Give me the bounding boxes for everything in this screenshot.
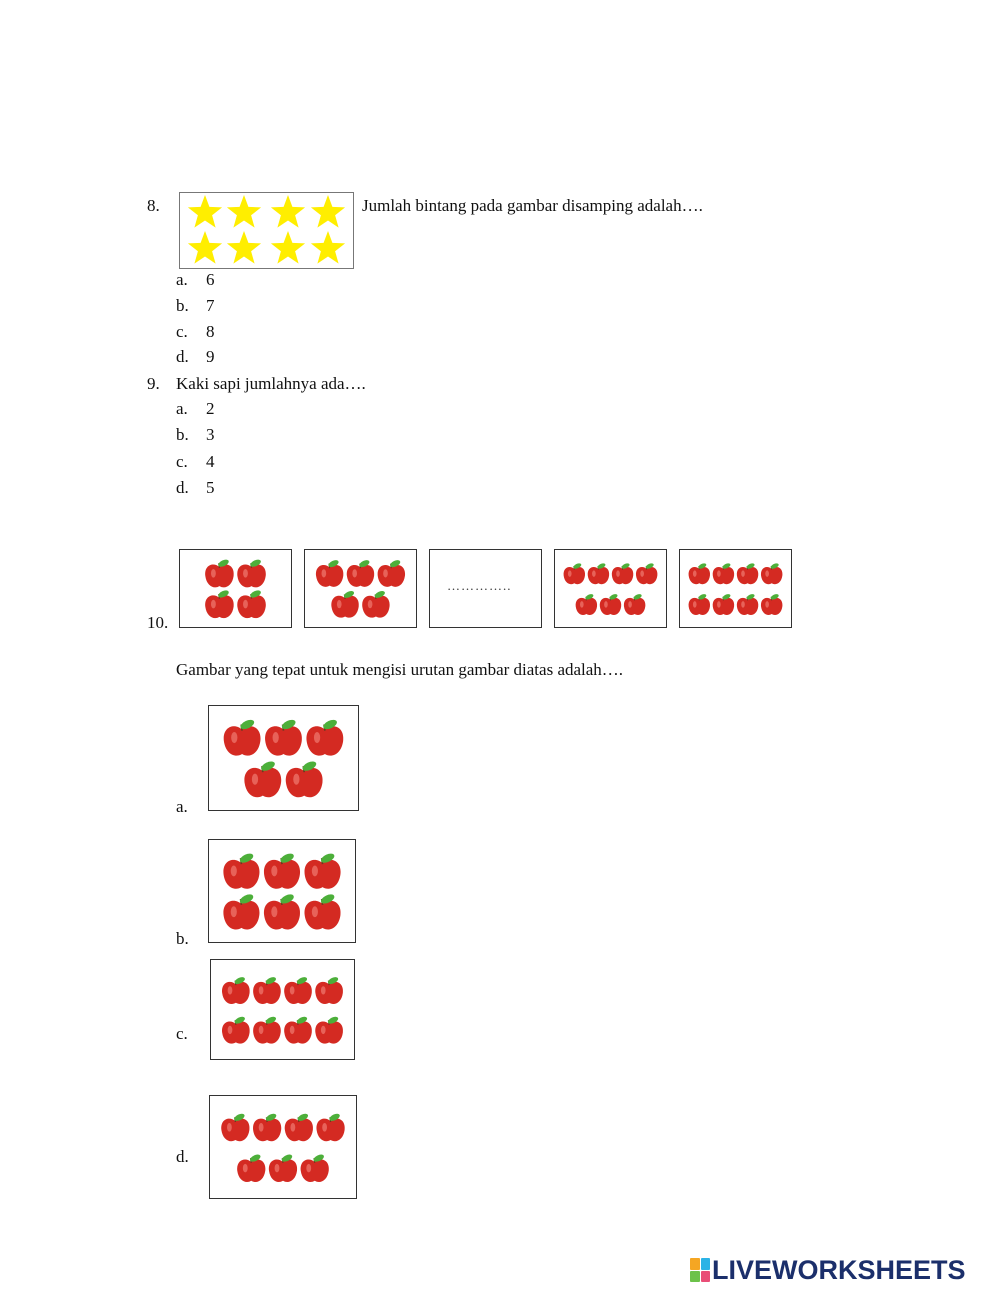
q9-option-b[interactable] <box>176 425 215 445</box>
star-icon <box>271 195 305 228</box>
option-value: 5 <box>206 478 215 497</box>
liveworksheets-logo-icon <box>690 1258 710 1282</box>
star-icon <box>227 195 261 228</box>
q8-option-c[interactable] <box>176 322 215 342</box>
apple-icon <box>713 593 734 615</box>
q10-question-text: Gambar yang tepat untuk mengisi urutan gambar diatas adalah…. <box>176 660 624 679</box>
logo-text: LIVEWORKSHEETS <box>712 1254 966 1285</box>
q9-option-c[interactable] <box>176 452 215 472</box>
star-icon <box>311 231 345 264</box>
option-value: 4 <box>206 452 215 471</box>
option-letter: b. <box>176 296 189 315</box>
option-letter: c. <box>176 322 188 341</box>
stars-graphic <box>180 193 353 268</box>
apples-graphic <box>210 1096 356 1198</box>
q9-option-a[interactable] <box>176 399 215 419</box>
q8-question-text: Jumlah bintang pada gambar disamping adalah…. <box>362 196 703 215</box>
apple-icon <box>223 893 259 930</box>
apple-icon <box>306 718 343 756</box>
apple-icon <box>737 593 758 615</box>
option-value: 9 <box>206 347 215 366</box>
sequence-box-8-apples <box>679 549 792 628</box>
apple-icon <box>331 590 358 618</box>
apple-icon <box>378 559 405 587</box>
q10-option-d-picture[interactable] <box>209 1095 357 1199</box>
apple-icon <box>761 593 782 615</box>
star-icon <box>227 231 261 264</box>
sequence-box-blank[interactable] <box>429 549 542 628</box>
star-icon <box>188 195 222 228</box>
q10-option-c-picture[interactable] <box>210 959 355 1060</box>
apple-icon <box>689 562 710 584</box>
option-value: 8 <box>206 322 215 341</box>
option-letter: b. <box>176 425 189 444</box>
q8-option-d[interactable] <box>176 347 215 367</box>
apple-icon <box>761 562 782 584</box>
sequence-box-7-apples <box>554 549 667 628</box>
option-letter: d. <box>176 347 189 366</box>
apple-icon <box>205 558 234 587</box>
apple-icon <box>253 1015 281 1043</box>
q10-option-b-picture[interactable] <box>208 839 356 943</box>
star-icon <box>311 195 345 228</box>
apple-icon <box>315 1015 343 1043</box>
apples-graphic <box>209 840 355 942</box>
apples-graphic <box>555 550 666 627</box>
q9-option-d[interactable] <box>176 478 215 498</box>
q9-question-text: Kaki sapi jumlahnya ada…. <box>176 374 366 393</box>
apple-icon <box>564 562 585 584</box>
apple-icon <box>316 559 343 587</box>
q10-number: 10. <box>147 613 169 632</box>
option-letter: a. <box>176 270 188 289</box>
q10-option-c-letter: c. <box>176 1024 188 1043</box>
apple-icon <box>285 1112 313 1141</box>
apples-graphic <box>211 960 354 1059</box>
apple-icon <box>224 718 261 756</box>
apples-graphic <box>180 550 291 627</box>
apple-icon <box>315 976 343 1004</box>
option-value: 3 <box>206 425 215 444</box>
apple-icon <box>301 1153 329 1182</box>
option-letter: c. <box>176 452 188 471</box>
apple-icon <box>362 590 389 618</box>
apple-icon <box>305 893 341 930</box>
apple-icon <box>223 852 259 889</box>
apple-icon <box>269 1153 297 1182</box>
apple-icon <box>237 1153 265 1182</box>
apple-icon <box>237 589 266 618</box>
apple-icon <box>253 976 281 1004</box>
star-icon <box>188 231 222 264</box>
apple-icon <box>588 562 609 584</box>
star-icon <box>271 231 305 264</box>
apple-icon <box>600 593 621 615</box>
q9-number: 9. <box>147 374 160 393</box>
apples-graphic <box>305 550 416 627</box>
q8-option-a[interactable] <box>176 270 215 290</box>
apple-icon <box>284 1015 312 1043</box>
q8-number: 8. <box>147 196 160 215</box>
apple-icon <box>265 718 302 756</box>
apple-icon <box>264 893 300 930</box>
option-value: 6 <box>206 270 215 289</box>
apple-icon <box>612 562 633 584</box>
apple-icon <box>713 562 734 584</box>
apple-icon <box>316 1112 344 1141</box>
q10-option-a-picture[interactable] <box>208 705 359 811</box>
apple-icon <box>689 593 710 615</box>
apple-icon <box>221 1112 249 1141</box>
apple-icon <box>205 589 234 618</box>
apple-icon <box>222 976 250 1004</box>
apple-icon <box>237 558 266 587</box>
apple-icon <box>636 562 657 584</box>
option-letter: a. <box>176 399 188 418</box>
apple-icon <box>222 1015 250 1043</box>
apple-icon <box>253 1112 281 1141</box>
apples-graphic <box>209 706 358 810</box>
q10-option-d-letter: d. <box>176 1147 189 1166</box>
apples-graphic <box>680 550 791 627</box>
apple-icon <box>347 559 374 587</box>
q10-option-a-letter: a. <box>176 797 188 816</box>
sequence-box-4-apples <box>179 549 292 628</box>
option-letter: d. <box>176 478 189 497</box>
apple-icon <box>244 760 281 798</box>
sequence-box-5-apples <box>304 549 417 628</box>
apple-icon <box>737 562 758 584</box>
blank-dots: ………….. <box>447 578 512 593</box>
star-picture <box>179 192 354 269</box>
apple-icon <box>286 760 323 798</box>
q10-option-b-letter: b. <box>176 929 189 948</box>
apple-icon <box>264 852 300 889</box>
apple-icon <box>624 593 645 615</box>
q8-option-b[interactable] <box>176 296 215 316</box>
apple-icon <box>284 976 312 1004</box>
option-value: 7 <box>206 296 215 315</box>
liveworksheets-logo[interactable] <box>690 1255 966 1285</box>
option-value: 2 <box>206 399 215 418</box>
apple-icon <box>305 852 341 889</box>
apple-icon <box>576 593 597 615</box>
